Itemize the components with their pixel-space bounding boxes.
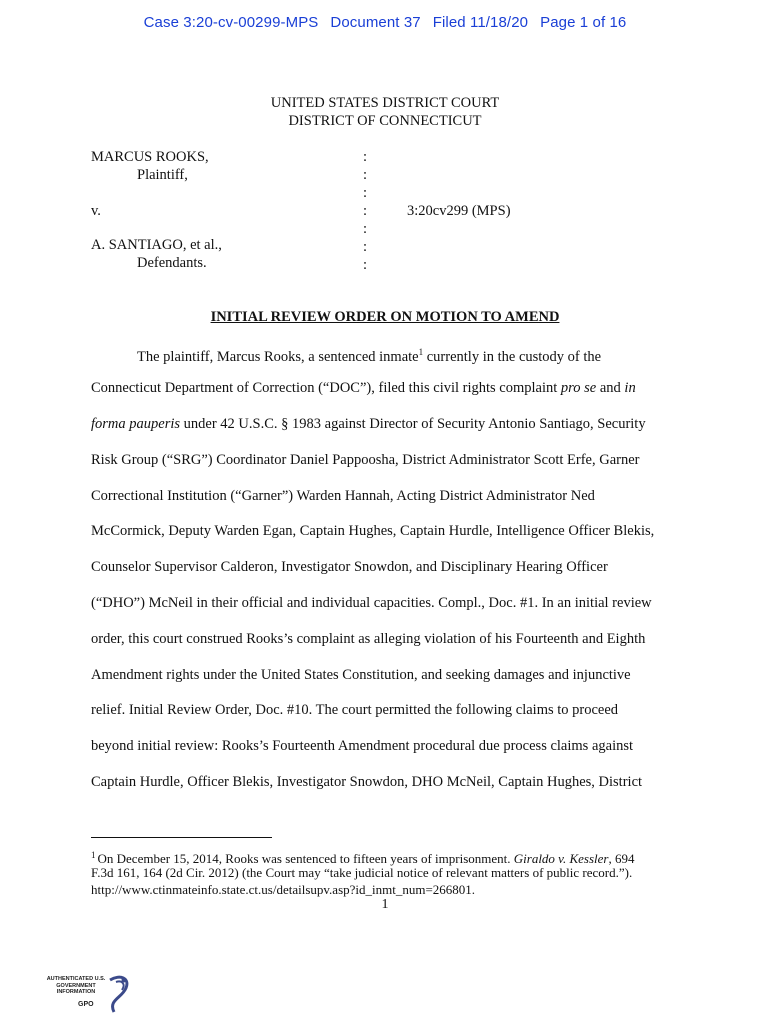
body-line: Amendment rights under the United States Constitution, and seeking damages and injunctive <box>91 667 631 683</box>
footnote-marker: 1 <box>91 850 96 860</box>
caption-colon: : <box>363 203 368 219</box>
court-heading <box>0 94 770 130</box>
footnote-line: http://www.ctinmateinfo.state.ct.us/detailsupv.asp?id_inmt_num=266801. <box>91 882 476 897</box>
gpo-seal-label: GPO <box>78 1001 94 1008</box>
caption-colon: : <box>363 239 368 255</box>
caption-colon: : <box>363 221 368 237</box>
caption-colon: : <box>363 257 368 273</box>
footnote-divider <box>91 837 272 838</box>
stamp-page: Page 1 of 16 <box>540 14 627 31</box>
body-line: Connecticut Department of Correction (“DOC”), filed this civil rights complaint pro se and in <box>91 380 636 396</box>
caption-colon: : <box>363 167 368 183</box>
court-name: UNITED STATES DISTRICT COURT <box>270 95 500 111</box>
gpo-authentication-seal <box>44 970 134 1020</box>
footnote-line: F.3d 161, 164 (2d Cir. 2012) (the Court may “take judicial notice of relevant matters of public record.”). <box>91 865 633 880</box>
plaintiff-role: Plaintiff, <box>137 167 188 183</box>
defendant-name: A. SANTIAGO, et al., <box>91 237 222 253</box>
stamp-case-number: Case 3:20-cv-00299-MPS <box>143 14 319 31</box>
gpo-seal-text: AUTHENTICATED U.S. GOVERNMENT INFORMATION <box>46 976 106 995</box>
document-title: INITIAL REVIEW ORDER ON MOTION TO AMEND <box>210 309 560 325</box>
caption-colon: : <box>363 185 368 201</box>
body-line: Captain Hurdle, Officer Blekis, Investigator Snowdon, DHO McNeil, Captain Hughes, District <box>91 774 643 790</box>
plaintiff-name: MARCUS ROOKS, <box>91 149 209 165</box>
body-line: The plaintiff, Marcus Rooks, a sentenced inmate$^1$ currently in the custody of the <box>137 347 602 365</box>
body-line: Correctional Institution (“Garner”) Warden Hannah, Acting District Administrator Ned <box>91 488 595 504</box>
body-line: order, this court construed Rooks’s complaint as alleging violation of his Fourteenth and Eighth <box>91 631 646 647</box>
body-line: McCormick, Deputy Warden Egan, Captain Hughes, Captain Hurdle, Intelligence Officer Blekis, <box>91 523 655 539</box>
footnote-line: $^1$ On December 15, 2014, Rooks was sentenced to fifteen years of imprisonment. Giraldo v. Kessler, 694 <box>91 850 635 866</box>
body-line: Counselor Supervisor Calderon, Investigator Snowdon, and Disciplinary Hearing Officer <box>91 559 608 575</box>
caption-colon: : <box>363 149 368 165</box>
versus: v. <box>91 203 101 219</box>
page-number: 1 <box>381 897 389 912</box>
body-line: forma pauperis under 42 U.S.C. § 1983 against Director of Security Antonio Santiago, Security <box>91 416 646 432</box>
case-number: 3:20cv299 (MPS) <box>407 203 511 219</box>
stamp-filed-date: Filed 11/18/20 <box>432 14 529 31</box>
defendant-role: Defendants. <box>137 255 207 271</box>
body-line: (“DHO”) McNeil in their official and individual capacities. Compl., Doc. #1. In an initial review <box>91 595 652 611</box>
stamp-document: Document 37 <box>330 14 421 31</box>
body-line: relief. Initial Review Order, Doc. #10. The court permitted the following claims to proceed <box>91 702 619 718</box>
body-line: beyond initial review: Rooks’s Fourteenth Amendment procedural due process claims against <box>91 738 634 754</box>
ecf-header-stamp <box>0 14 770 31</box>
court-district: DISTRICT OF CONNECTICUT <box>288 113 482 129</box>
body-line: Risk Group (“SRG”) Coordinator Daniel Pappoosha, District Administrator Scott Erfe, Garner <box>91 452 640 468</box>
footnote-reference: 1 <box>418 347 424 357</box>
